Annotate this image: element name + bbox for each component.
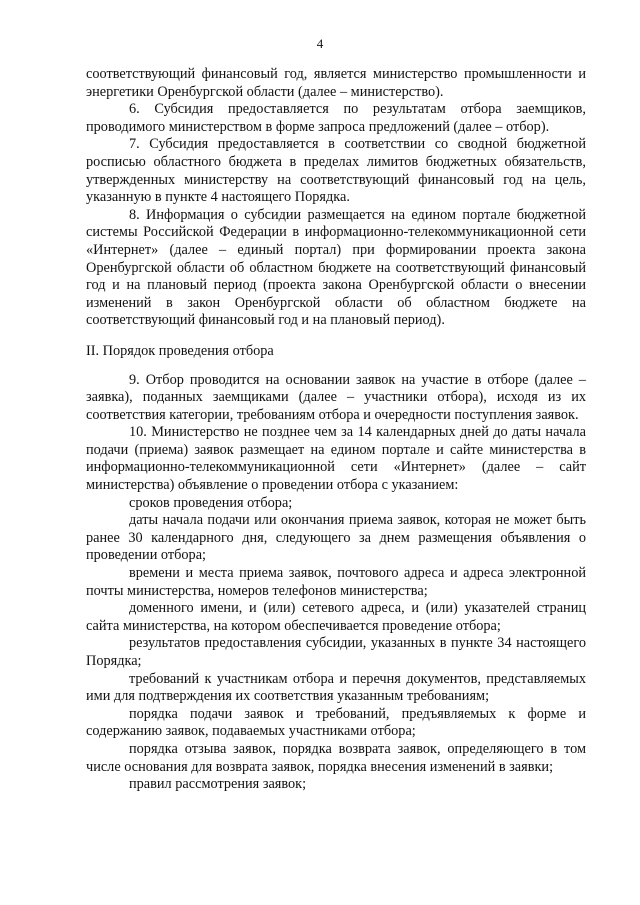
paragraph-6: 6. Субсидия предоставляется по результатам отбора заемщиков, проводимого министерством в форме запроса предложений (далее – отбор). [86,101,586,135]
paragraph-7: 7. Субсидия предоставляется в соответствии со сводной бюджетной росписью областного бюджета в пределах лимитов бюджетных обязательств, утвержденных министерству на соответствующий финансовый год на цель, указанную в пункте 4 настоящего Порядка. [86,136,586,206]
list-item: сроков проведения отбора; [129,494,293,511]
page-number: 4 [316,36,324,51]
list-item: требований к участникам отбора и перечня документов, представляемых ими для подтверждения их соответствия указанным требованиям; [86,670,586,705]
list-item: времени и места приема заявок, почтового адреса и адреса электронной почты министерства, номеров телефонов министерства; [86,565,586,599]
list-item: порядка подачи заявок и требований, предъявляемых к форме и содержанию заявок, подаваемых участниками отбора; [86,705,586,740]
paragraph-continuation: соответствующий финансовый год, является министерство промышленности и энергетики Оренбургской области (далее – министерство). [86,66,586,100]
list-item: порядка отзыва заявок, порядка возврата заявок, определяющего в том числе основания для возврата заявок, порядка внесения изменений в заявки; [86,740,586,775]
list-item: правил рассмотрения заявок; [129,776,307,793]
list-item: результатов предоставления субсидии, указанных в пункте 34 настоящего Порядка; [86,635,586,669]
section-heading: II. Порядок проведения отбора [86,342,274,359]
paragraph-9: 9. Отбор проводится на основании заявок на участие в отборе (далее – заявка), поданных заемщиками (далее – участники отбора), исходя из их соответствия категории, требованиям отбора и очередности поступления заявок. [86,371,586,423]
list-item: доменного имени, и (или) сетевого адреса, и (или) указателей страниц сайта министерства, на котором обеспечивается проведение отбора; [86,600,586,634]
paragraph-8: 8. Информация о субсидии размещается на едином портале бюджетной системы Российской Федерации в информационно-телекоммуникационной сети «Интернет» (далее – единый портал) при формировании проекта закона Оренбургской области об областном бюджете на соответствующий финансовый год и на плановый период (проекта закона Оренбургской области о внесении изменений в закон Оренбургской области об областном бюджете на соответствующий финансовый год и на плановый период). [86,206,586,329]
paragraph-10: 10. Министерство не позднее чем за 14 календарных дней до даты начала подачи (приема) заявок размещает на едином портале и сайте министерства в информационно-телекоммуникационной сети «Интернет» (далее – сайт министерства) объявление о проведении отбора с указанием: [86,424,586,494]
list-item: даты начала подачи или окончания приема заявок, которая не может быть ранее 30 календарного дня, следующего за днем размещения объявления о проведении отбора; [86,512,586,564]
document-body [86,66,586,794]
